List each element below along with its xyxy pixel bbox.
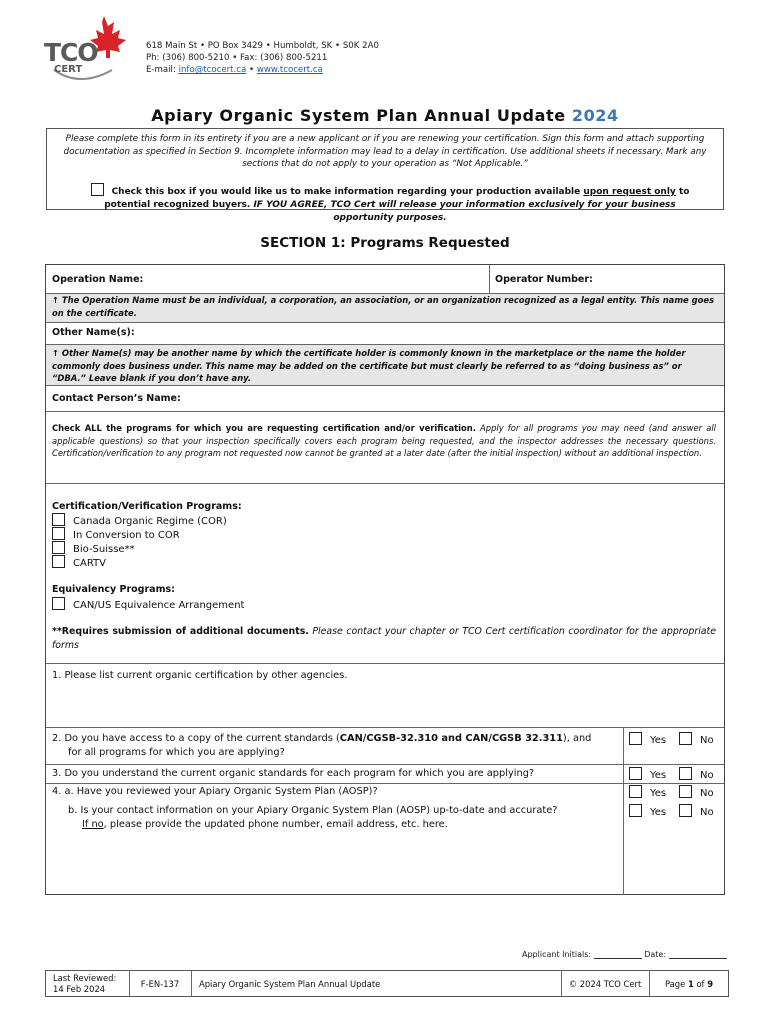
requires-documents-note <box>52 625 716 653</box>
of-word: of <box>696 978 705 989</box>
question-4b-answer[interactable] <box>68 835 618 891</box>
release-consent-checkbox[interactable] <box>91 183 104 196</box>
consent-text-1: Check this box if you would like us to make information regarding your production available <box>111 187 581 197</box>
date-label: Date: <box>644 950 667 959</box>
title-text: Apiary Organic System Plan Annual Update <box>151 106 566 125</box>
website-link[interactable]: www.tcocert.ca <box>256 65 323 75</box>
other-names-note: ↑ Other Name(s) may be another name by which the certificate holder is commonly known in the marketplace or the name the holder commonly does business under. This name may be added on the certificate but must clearly be referred to as “doing business as” or “DBA.” Leave blank if you don’t have any. <box>52 348 686 383</box>
program-cartv-label: CARTV <box>73 558 106 569</box>
q4a-no[interactable] <box>679 785 714 801</box>
program-can-us-label: CAN/US Equivalence Arrangement <box>73 600 245 611</box>
email-line <box>146 64 379 76</box>
title-year: 2024 <box>571 106 619 125</box>
initials-date-line <box>522 950 727 959</box>
initials-label: Applicant Initials: <box>522 950 592 959</box>
q4a-yes[interactable] <box>629 785 666 801</box>
question-1-answer[interactable] <box>50 685 718 725</box>
program-can-us[interactable] <box>52 597 244 613</box>
requires-italic: Please contact your chapter or TCO Cert certification coordinator for the appropriate forms <box>52 626 716 651</box>
separator: • <box>249 65 255 75</box>
instructions-text: Please complete this form in its entirety if you are a new applicant or if you are renewing your certification. Sign this form and attach supporting documentation as specified in Section 9. Incomplete information may lead to a delay in certification. Use additional sheets if necessary. Mark any sections that do not apply to your operation as “Not Applicable.” <box>63 134 707 169</box>
contact-name-label: Contact Person’s Name: <box>52 393 181 404</box>
q2-no[interactable] <box>679 732 714 748</box>
requires-bold: **Requires submission of additional documents. <box>52 626 309 637</box>
q2-yes[interactable] <box>629 732 666 748</box>
email-link[interactable]: info@tcocert.ca <box>178 65 247 75</box>
question-2-post: ), and <box>562 733 592 744</box>
question-4b-line2 <box>82 818 448 832</box>
date-field[interactable] <box>669 958 727 959</box>
q4b-no[interactable] <box>679 804 714 820</box>
consent-text-italic: IF YOU AGREE, TCO Cert will release your information exclusively for your business opportunity purposes. <box>253 200 676 223</box>
logo-sub-text: CERT <box>54 64 83 75</box>
question-4b: b. Is your contact information on your Apiary Organic System Plan (AOSP) up-to-date and accurate? <box>68 805 558 816</box>
q3-yes-label: Yes <box>650 770 667 781</box>
program-can-us-checkbox[interactable] <box>52 597 65 610</box>
program-cartv[interactable] <box>52 555 106 571</box>
program-bio-suisse-label: Bio-Suisse** <box>73 544 135 555</box>
operation-name-input[interactable] <box>156 267 484 291</box>
q4b-no-label: No <box>700 807 714 818</box>
release-consent <box>77 183 703 225</box>
equiv-programs-heading: Equivalency Programs: <box>52 584 175 595</box>
page-footer <box>45 970 729 997</box>
program-conversion-checkbox[interactable] <box>52 527 65 540</box>
question-2 <box>52 732 591 746</box>
q4a-no-label: No <box>700 788 714 799</box>
question-2-pre: 2. Do you have access to a copy of the current standards ( <box>52 733 340 744</box>
operator-number-input[interactable] <box>606 267 718 291</box>
last-reviewed-date: 14 Feb 2024 <box>53 983 106 994</box>
question-1: 1. Please list current organic certification by other agencies. <box>52 670 348 681</box>
q3-yes-checkbox[interactable] <box>629 767 642 780</box>
q3-no[interactable] <box>679 767 714 783</box>
q2-yes-label: Yes <box>650 735 667 746</box>
question-2-line2: for all programs for which you are applying? <box>68 747 285 758</box>
q4a-yes-checkbox[interactable] <box>629 785 642 798</box>
consent-text-2: to potential recognized buyers. <box>104 187 690 210</box>
page-number <box>649 971 729 996</box>
program-cor-checkbox[interactable] <box>52 513 65 526</box>
page-current: 1 <box>687 978 694 989</box>
q3-yes[interactable] <box>629 767 666 783</box>
other-names-input[interactable] <box>142 323 718 343</box>
cert-programs-heading: Certification/Verification Programs: <box>52 501 242 512</box>
q4b-yes-checkbox[interactable] <box>629 804 642 817</box>
copyright: © 2024 TCO Cert <box>568 978 642 989</box>
q4b-no-checkbox[interactable] <box>679 804 692 817</box>
program-conversion-label: In Conversion to COR <box>73 530 180 541</box>
q3-no-label: No <box>700 770 714 781</box>
q4b-yes-label: Yes <box>650 807 667 818</box>
phone-line: Ph: (306) 800-5210 • Fax: (306) 800-5211 <box>146 53 328 63</box>
form-code: F-EN-137 <box>140 978 180 989</box>
check-all-instructions <box>52 422 716 460</box>
question-3: 3. Do you understand the current organic standards for each program for which you are applying? <box>52 768 535 779</box>
page-word: Page <box>664 978 686 989</box>
programs-form <box>45 264 725 895</box>
contact-name-input[interactable] <box>196 387 718 407</box>
q2-no-label: No <box>700 735 714 746</box>
check-all-bold: Check ALL the programs for which you are requesting certification and/or verification. <box>52 423 476 433</box>
logo-main-text: TCO <box>44 38 98 67</box>
page-title <box>0 106 770 125</box>
q4a-no-checkbox[interactable] <box>679 785 692 798</box>
operator-number-label: Operator Number: <box>495 274 593 285</box>
question-4a: 4. a. Have you reviewed your Apiary Organic System Plan (AOSP)? <box>52 786 378 797</box>
instructions-box <box>46 128 724 223</box>
other-names-label: Other Name(s): <box>52 327 135 338</box>
email-label: E-mail: <box>146 65 176 75</box>
q2-no-checkbox[interactable] <box>679 732 692 745</box>
operation-name-label: Operation Name: <box>52 274 144 285</box>
last-reviewed-label: Last Reviewed: <box>53 972 117 983</box>
address-line: 618 Main St • PO Box 3429 • Humboldt, SK • S0K 2A0 <box>146 41 379 51</box>
last-reviewed <box>46 971 129 996</box>
section-title: SECTION 1: Programs Requested <box>260 235 510 251</box>
operation-name-note: ↑ The Operation Name must be an individual, a corporation, an association, or an organization recognized as a legal entity. This name goes on the certificate. <box>52 295 715 318</box>
program-bio-suisse-checkbox[interactable] <box>52 541 65 554</box>
tco-cert-logo <box>40 14 136 90</box>
organization-contact <box>146 40 379 76</box>
footer-form-title: Apiary Organic System Plan Annual Update <box>199 978 381 989</box>
question-4b-rest: , please provide the updated phone number, email address, etc. here. <box>103 819 448 830</box>
q4a-yes-label: Yes <box>650 788 667 799</box>
program-cartv-checkbox[interactable] <box>52 555 65 568</box>
program-cor-label: Canada Organic Regime (COR) <box>73 516 227 527</box>
question-4b-if-no: If no <box>82 819 104 830</box>
page-total: 9 <box>707 978 714 989</box>
question-2-standards: CAN/CGSB-32.310 and CAN/CGSB 32.311 <box>339 733 563 744</box>
initials-field[interactable] <box>594 958 642 959</box>
consent-text-underline: upon request only <box>583 187 676 197</box>
q4b-yes[interactable] <box>629 804 666 820</box>
q2-yes-checkbox[interactable] <box>629 732 642 745</box>
check-all-italic: Apply for all programs you may need (and answer all applicable questions) so that your inspection specifically covers each program being requested, and the inspector addresses the necessary questions. Certification/verification to any program not requested now cannot be granted at a later date (after the initial inspection) without an additional inspection. <box>52 423 716 458</box>
q3-no-checkbox[interactable] <box>679 767 692 780</box>
